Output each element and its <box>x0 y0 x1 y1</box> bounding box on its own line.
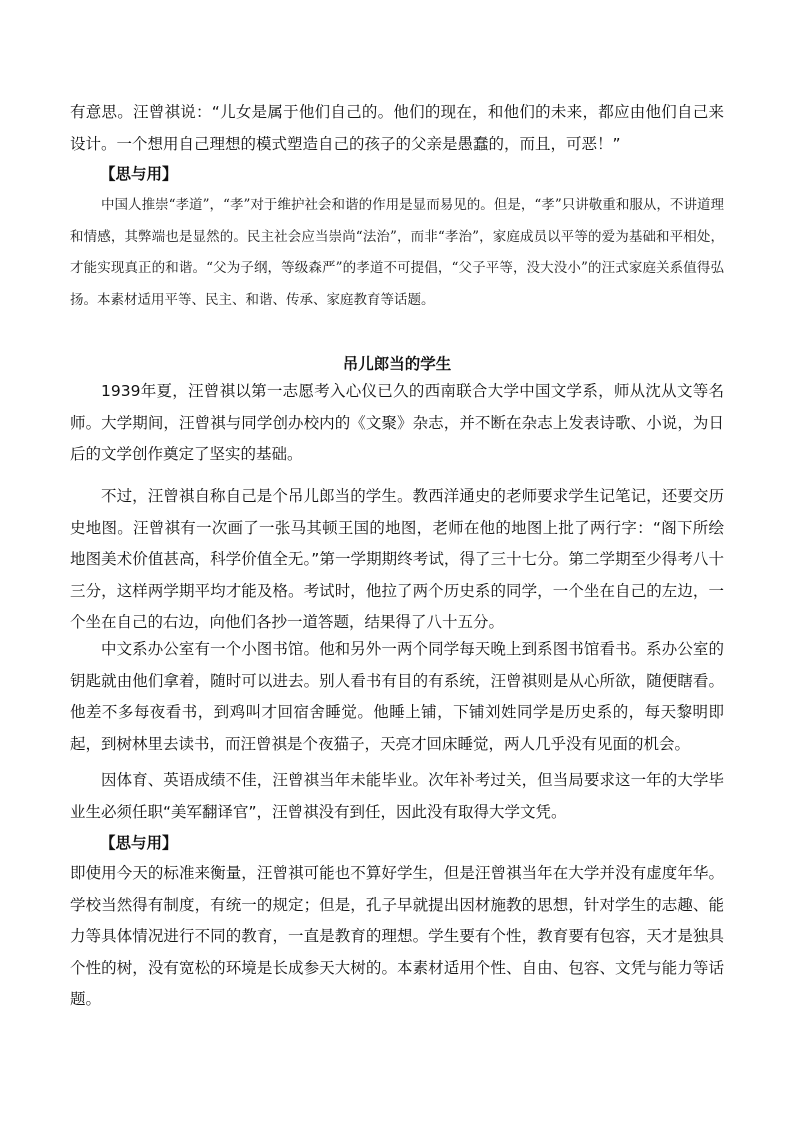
body-paragraph-1: 1939年夏，汪曾祺以第一志愿考入心仪已久的西南联合大学中国文学系，师从沈从文等名师。大学期间，汪曾祺与同学创办校内的《文聚》杂志，并不断在杂志上发表诗歌、小说，为日后的文学创作奠定了坚实的基础。 <box>70 382 724 463</box>
body-paragraph-2: 不过，汪曾祺自称自己是个吊儿郎当的学生。教西洋通史的老师要求学生记笔记，还要交历史地图。汪曾祺有一次画了一张马其顿王国的地图，老师在他的地图上批了两行字：“阁下所绘地图美术价值甚高，科学价值全无。”第一学期期终考试，得了三十七分。第二学期至少得考八十三分，这样两学期平均才能及格。考试时，他拉了两个历史系的同学，一个坐在自己的左边，一个坐在自己的右边，向他们各抄一道答题，结果得了八十五分。 <box>70 487 724 631</box>
reflection-heading-2: 【思与用】 <box>100 834 178 852</box>
continuation-paragraph: 有意思。汪曾祺说：“儿女是属于他们自己的。他们的现在，和他们的未来，都应由他们自己来设计。一个想用自己理想的模式塑造自己的孩子的父亲是愚蠢的，而且，可恶！” <box>70 103 724 153</box>
body-paragraph-3: 中文系办公室有一个小图书馆。他和另外一两个同学每天晚上到系图书馆看书。系办公室的钥匙就由他们拿着，随时可以进去。别人看书有目的有系统，汪曾祺则是从心所欲，随便瞎看。他差不多每夜看书，到鸡叫才回宿舍睡觉。他睡上铺，下铺刘姓同学是历史系的，每天黎明即起，到树林里去读书，而汪曾祺是个夜猫子，天亮才回床睡觉，两人几乎没有见面的机会。 <box>70 640 724 753</box>
article-title: 吊儿郎当的学生 <box>342 355 452 373</box>
reflection-text-1: 中国人推崇“孝道”，“孝”对于维护社会和谐的作用是显而易见的。但是，“孝”只讲敬重和服从，不讲道理和情感，其弊端也是显然的。民主社会应当崇尚“法治”，而非“孝治”，家庭成员以平等的爱为基础和平相处，才能实现真正的和谐。“父为子纲，等级森严”的孝道不可提倡，“父子平等，没大没小”的汪式家庭关系值得弘扬。本素材适用平等、民主、和谐、传承、家庭教育等话题。 <box>70 197 724 308</box>
reflection-text-2: 即使用今天的标准来衡量，汪曾祺可能也不算好学生，但是汪曾祺当年在大学并没有虚度年华。学校当然得有制度，有统一的规定；但是，孔子早就提出因材施教的思想，针对学生的志趣、能力等具体情况进行不同的教育，一直是教育的理想。学生要有个性，教育要有包容，天才是独具个性的树，没有宽松的环境是长成参天大树的。本素材适用个性、自由、包容、文凭与能力等话题。 <box>70 864 724 1008</box>
body-paragraph-4: 因体育、英语成绩不佳，汪曾祺当年未能毕业。次年补考过关，但当局要求这一年的大学毕业生必须任职“美军翻译官”，汪曾祺没有到任，因此没有取得大学文凭。 <box>70 771 724 821</box>
reflection-heading-1: 【思与用】 <box>100 165 178 183</box>
